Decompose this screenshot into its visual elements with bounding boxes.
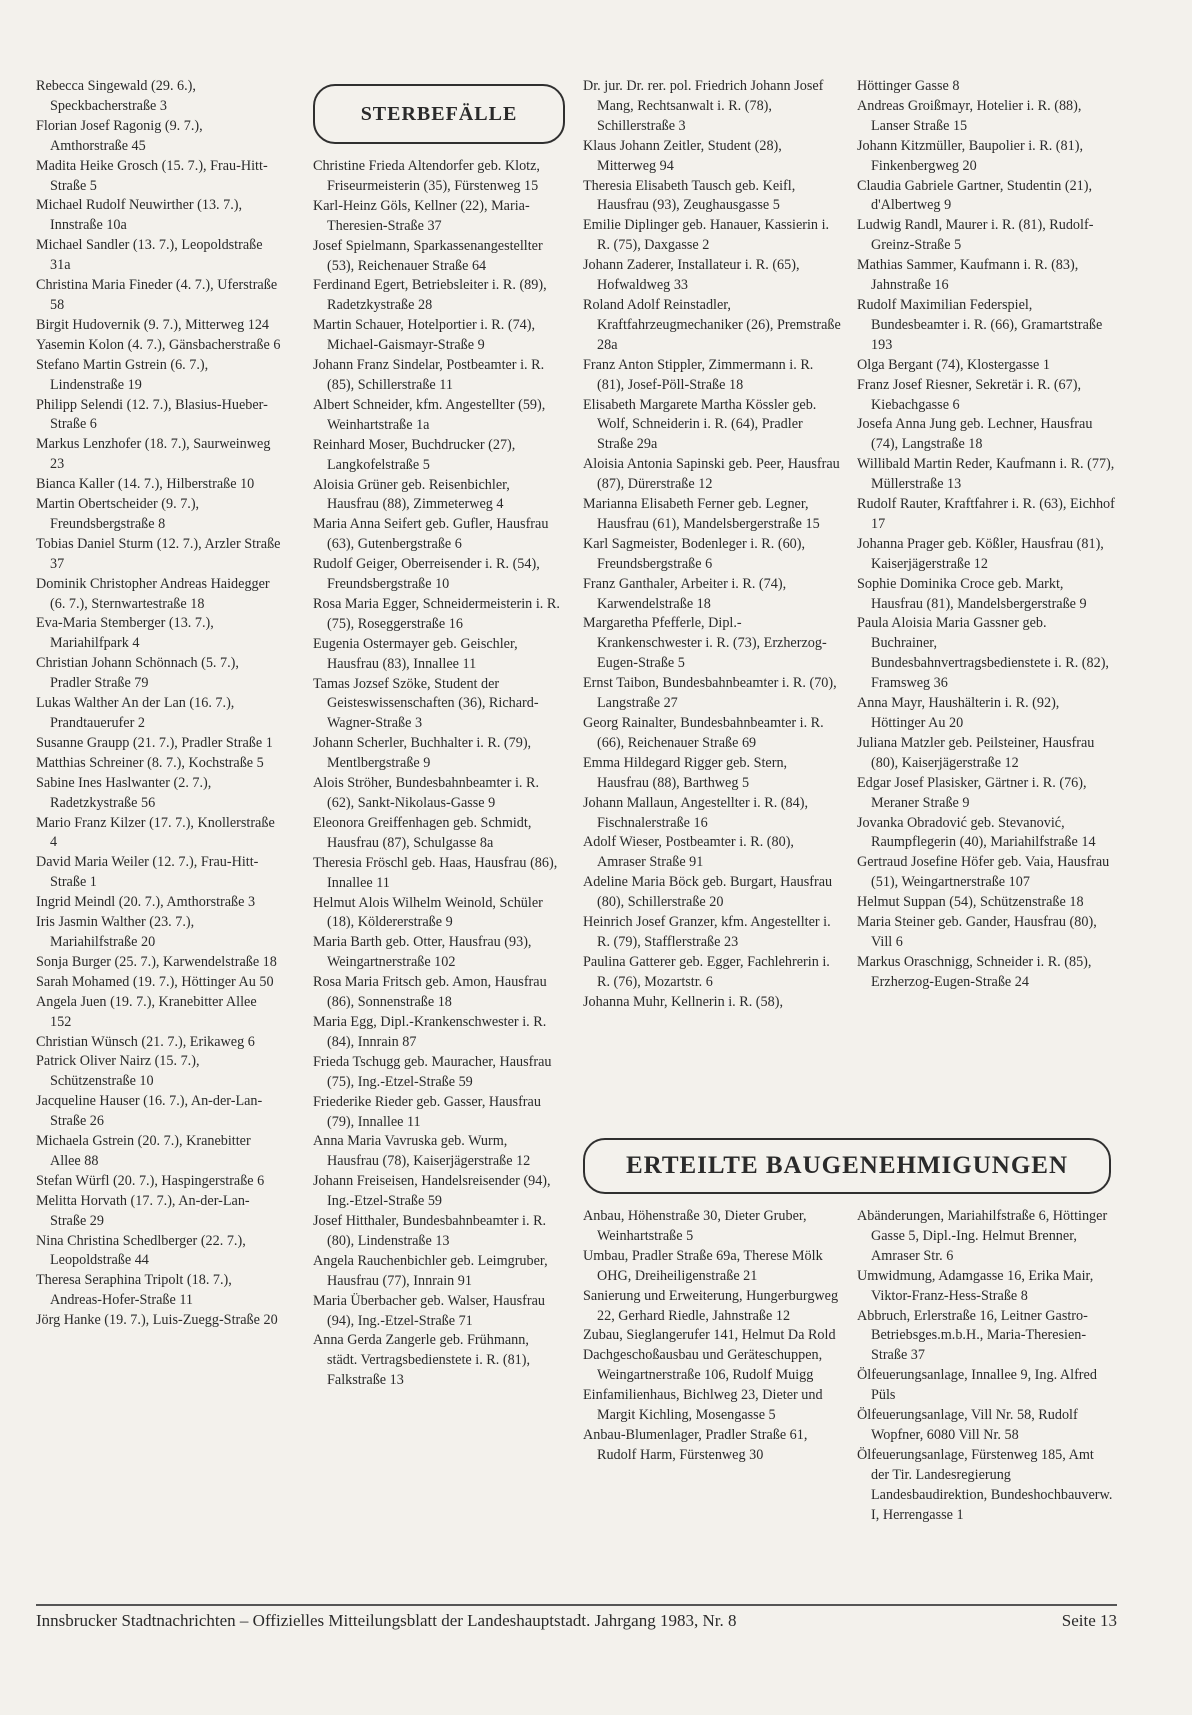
list-entry: Andreas Groißmayr, Hotelier i. R. (88), Lanser Straße 15 [857, 97, 1082, 134]
list-entry: Christian Wünsch (21. 7.), Erikaweg 6 [36, 1033, 255, 1050]
list-entry: Umwidmung, Adamgasse 16, Erika Mair, Viktor-Franz-Hess-Straße 8 [857, 1267, 1094, 1304]
list-entry: Matthias Schreiner (8. 7.), Kochstraße 5 [36, 754, 264, 771]
list-entry: Maria Steiner geb. Gander, Hausfrau (80), Vill 6 [857, 914, 1097, 950]
permits-heading [583, 1138, 1111, 1194]
list-entry: Anna Mayr, Haushälterin i. R. (92), Höttinger Au 20 [857, 695, 1060, 731]
list-entry: Theresa Seraphina Tripolt (18. 7.), Andreas-Hofer-Straße 11 [36, 1272, 232, 1309]
list-entry: Ferdinand Egert, Betriebsleiter i. R. (89), Radetzkystraße 28 [313, 277, 547, 314]
list-entry: Franz Anton Stippler, Zimmermann i. R. (81), Josef-Pöll-Straße 18 [583, 356, 814, 393]
list-entry: Klaus Johann Zeitler, Student (28), Mitterweg 94 [583, 137, 782, 174]
list-entry: Christian Johann Schönnach (5. 7.), Pradler Straße 79 [36, 655, 239, 692]
list-entry: Karl-Heinz Göls, Kellner (22), Maria-Theresien-Straße 37 [313, 197, 530, 234]
deaths-column-3 [857, 77, 1115, 993]
deaths-column-2 [583, 77, 841, 1013]
list-entry: Aloisia Grüner geb. Reisenbichler, Hausfrau (88), Zimmeterweg 4 [313, 476, 510, 513]
list-entry: Jovanka Obradović geb. Stevanović, Raumpflegerin (40), Mariahilfstraße 14 [857, 814, 1096, 851]
deaths-heading-text: STERBEFÄLLE [360, 102, 518, 125]
list-entry: Alois Ströher, Bundesbahnbeamter i. R. (62), Sankt-Nikolaus-Gasse 9 [313, 775, 540, 811]
list-entry: Angela Juen (19. 7.), Kranebitter Allee 152 [36, 993, 257, 1030]
list-entry: Eugenia Ostermayer geb. Geischler, Hausfrau (83), Innallee 11 [313, 635, 518, 672]
list-entry: Helmut Alois Wilhelm Weinold, Schüler (18), Köldererstraße 9 [313, 894, 543, 931]
list-entry: Josef Spielmann, Sparkassenangestellter (53), Reichenauer Straße 64 [313, 237, 543, 274]
list-entry: Juliana Matzler geb. Peilsteiner, Hausfrau (80), Kaiserjägerstraße 12 [857, 734, 1095, 771]
list-entry: Patrick Oliver Nairz (15. 7.), Schützenstraße 10 [36, 1053, 200, 1090]
list-entry: Anna Maria Vavruska geb. Wurm, Hausfrau (78), Kaiserjägerstraße 12 [313, 1133, 531, 1170]
list-entry: Angela Rauchenbichler geb. Leimgruber, Hausfrau (77), Innrain 91 [313, 1252, 548, 1289]
list-entry: Friederike Rieder geb. Gasser, Hausfrau (79), Innallee 11 [313, 1093, 541, 1130]
list-entry: Johann Zaderer, Installateur i. R. (65), Hofwaldweg 33 [583, 257, 800, 294]
list-entry: Sarah Mohamed (19. 7.), Höttinger Au 50 [36, 973, 274, 990]
list-entry: Johann Mallaun, Angestellter i. R. (84), Fischnalerstraße 16 [583, 794, 808, 831]
list-entry: Dominik Christopher Andreas Haidegger (6. 7.), Sternwartestraße 18 [36, 575, 270, 612]
list-entry: Nina Christina Schedlberger (22. 7.), Leopoldstraße 44 [36, 1232, 246, 1269]
list-entry: Johanna Prager geb. Kößler, Hausfrau (81), Kaiserjägerstraße 12 [857, 535, 1104, 572]
list-entry: Rudolf Rauter, Kraftfahrer i. R. (63), Eichhof 17 [857, 496, 1115, 532]
list-entry: Theresia Elisabeth Tausch geb. Keifl, Hausfrau (93), Zeughausgasse 5 [583, 177, 796, 214]
list-entry: Ölfeuerungsanlage, Fürstenweg 185, Amt der Tir. Landesregierung Landesbaudirektion, Bundeshochbauverw. I, Herrengasse 1 [857, 1446, 1113, 1523]
list-entry: Abänderungen, Mariahilfstraße 6, Höttinger Gasse 5, Dipl.-Ing. Helmut Brenner, Amraser Str. 6 [857, 1208, 1108, 1264]
list-entry: Reinhard Moser, Buchdrucker (27), Langkofelstraße 5 [313, 436, 516, 473]
list-entry: Ölfeuerungsanlage, Vill Nr. 58, Rudolf Wopfner, 6080 Vill Nr. 58 [857, 1407, 1078, 1443]
footer-rule [36, 1604, 1117, 1606]
list-entry: Anbau, Höhenstraße 30, Dieter Gruber, Weinhartstraße 5 [583, 1208, 807, 1244]
list-entry: Eva-Maria Stemberger (13. 7.), Mariahilfpark 4 [36, 615, 214, 652]
list-entry: Sabine Ines Haslwanter (2. 7.), Radetzkystraße 56 [36, 774, 212, 811]
list-entry: Stefan Würfl (20. 7.), Haspingerstraße 6 [36, 1172, 265, 1189]
list-entry: Jörg Hanke (19. 7.), Luis-Zuegg-Straße 20 [36, 1312, 278, 1329]
list-entry: Adolf Wieser, Postbeamter i. R. (80), Amraser Straße 91 [583, 834, 794, 871]
list-entry: Iris Jasmin Walther (23. 7.), Mariahilfstraße 20 [36, 914, 195, 950]
list-entry: Christina Maria Fineder (4. 7.), Uferstraße 58 [36, 277, 278, 313]
list-entry: Johann Scherler, Buchhalter i. R. (79), Mentlbergstraße 9 [313, 735, 532, 772]
list-entry: Roland Adolf Reinstadler, Kraftfahrzeugmechaniker (26), Premstraße 28a [583, 296, 841, 353]
list-entry: Jacqueline Hauser (16. 7.), An-der-Lan-Straße 26 [36, 1093, 263, 1130]
list-entry: Stefano Martin Gstrein (6. 7.), Lindenstraße 19 [36, 356, 209, 393]
list-entry: Eleonora Greiffenhagen geb. Schmidt, Hausfrau (87), Schulgasse 8a [313, 814, 532, 851]
list-entry: Markus Oraschnigg, Schneider i. R. (85), Erzherzog-Eugen-Straße 24 [857, 953, 1092, 990]
list-entry: Johann Franz Sindelar, Postbeamter i. R. (85), Schillerstraße 11 [313, 357, 545, 393]
list-entry: Dachgeschoßausbau und Geräteschuppen, Weingartnerstraße 106, Rudolf Muigg [583, 1347, 823, 1384]
list-entry: Michaela Gstrein (20. 7.), Kranebitter Allee 88 [36, 1133, 251, 1169]
list-entry: Margaretha Pfefferle, Dipl.-Krankenschwester i. R. (73), Erzherzog-Eugen-Straße 5 [583, 615, 827, 672]
list-entry: Josef Hitthaler, Bundesbahnbeamter i. R. (80), Lindenstraße 13 [313, 1213, 547, 1249]
list-entry: Martin Obertscheider (9. 7.), Freundsbergstraße 8 [36, 496, 200, 532]
list-entry: Ölfeuerungsanlage, Innallee 9, Ing. Alfred Püls [857, 1367, 1097, 1404]
list-entry: Bianca Kaller (14. 7.), Hilberstraße 10 [36, 476, 255, 493]
list-entry: Philipp Selendi (12. 7.), Blasius-Hueber-Straße 6 [36, 396, 268, 433]
list-entry: Sonja Burger (25. 7.), Karwendelstraße 18 [36, 953, 277, 970]
list-entry: Martin Schauer, Hotelportier i. R. (74), Michael-Gaismayr-Straße 9 [313, 317, 536, 354]
list-entry: Adeline Maria Böck geb. Burgart, Hausfrau (80), Schillerstraße 20 [583, 874, 833, 911]
list-entry: Umbau, Pradler Straße 69a, Therese Mölk OHG, Dreiheiligenstraße 21 [583, 1247, 823, 1284]
list-entry: Tobias Daniel Sturm (12. 7.), Arzler Straße 37 [36, 535, 281, 572]
list-entry: David Maria Weiler (12. 7.), Frau-Hitt-Straße 1 [36, 854, 259, 891]
list-entry: Sanierung und Erweiterung, Hungerburgweg 22, Gerhard Riedle, Jahnstraße 12 [583, 1287, 839, 1324]
list-entry: Willibald Martin Reder, Kaufmann i. R. (77), Müllerstraße 13 [857, 456, 1115, 493]
list-entry: Maria Egg, Dipl.-Krankenschwester i. R. (84), Innrain 87 [313, 1013, 547, 1050]
list-entry: Tamas Jozsef Szöke, Student der Geisteswissenschaften (36), Richard-Wagner-Straße 3 [313, 675, 539, 732]
list-entry: Paula Aloisia Maria Gassner geb. Buchrainer, Bundesbahnvertragsbedienstete i. R. (82), Framsweg 36 [857, 615, 1109, 692]
list-entry: Theresia Fröschl geb. Haas, Hausfrau (86), Innallee 11 [313, 854, 558, 891]
list-entry: Rudolf Geiger, Oberreisender i. R. (54), Freundsbergstraße 10 [313, 556, 540, 593]
list-entry: Markus Lenzhofer (18. 7.), Saurweinweg 23 [36, 436, 271, 473]
list-entry: Abbruch, Erlerstraße 16, Leitner Gastro-Betriebsges.m.b.H., Maria-Theresien-Straße 37 [857, 1307, 1088, 1364]
list-entry: Franz Ganthaler, Arbeiter i. R. (74), Karwendelstraße 18 [583, 575, 787, 612]
list-entry: Helmut Suppan (54), Schützenstraße 18 [857, 894, 1084, 911]
list-entry: Gertraud Josefine Höfer geb. Vaia, Hausfrau (51), Weingartnerstraße 107 [857, 854, 1110, 891]
list-entry: Johanna Muhr, Kellnerin i. R. (58), [583, 993, 783, 1010]
list-entry: Anbau-Blumenlager, Pradler Straße 61, Rudolf Harm, Fürstenweg 30 [583, 1426, 808, 1463]
deaths-column-1 [313, 157, 561, 1391]
list-entry: Frieda Tschugg geb. Mauracher, Hausfrau (75), Ing.-Etzel-Straße 59 [313, 1053, 552, 1090]
list-entry: Marianna Elisabeth Ferner geb. Legner, Hausfrau (61), Mandelsbergerstraße 15 [583, 496, 820, 532]
list-entry: Edgar Josef Plasisker, Gärtner i. R. (76), Meraner Straße 9 [857, 774, 1087, 811]
list-entry: Rudolf Maximilian Federspiel, Bundesbeamter i. R. (66), Gramartstraße 193 [857, 296, 1103, 353]
list-entry: Johann Freiseisen, Handelsreisender (94), Ing.-Etzel-Straße 59 [313, 1173, 551, 1210]
list-entry: Paulina Gatterer geb. Egger, Fachlehrerin i. R. (76), Mozartstr. 6 [583, 953, 830, 990]
list-entry: Josefa Anna Jung geb. Lechner, Hausfrau (74), Langstraße 18 [857, 416, 1093, 453]
list-entry: Madita Heike Grosch (15. 7.), Frau-Hitt-Straße 5 [36, 157, 268, 194]
list-entry: Emilie Diplinger geb. Hanauer, Kassierin i. R. (75), Daxgasse 2 [583, 217, 830, 254]
list-entry: Ingrid Meindl (20. 7.), Amthorstraße 3 [36, 894, 256, 911]
list-entry: Maria Überbacher geb. Walser, Hausfrau (94), Ing.-Etzel-Straße 71 [313, 1292, 546, 1329]
list-entry: Heinrich Josef Granzer, kfm. Angestellter i. R. (79), Stafflerstraße 23 [583, 914, 831, 950]
list-entry: Sophie Dominika Croce geb. Markt, Hausfrau (81), Mandelsbergerstraße 9 [857, 575, 1087, 612]
list-entry: Zubau, Sieglangerufer 141, Helmut Da Rold [583, 1327, 836, 1344]
list-entry: Michael Sandler (13. 7.), Leopoldstraße 31a [36, 237, 263, 274]
list-entry: Rosa Maria Egger, Schneidermeisterin i. R. (75), Roseggerstraße 16 [313, 595, 560, 632]
list-entry: Lukas Walther An der Lan (16. 7.), Prandtauerufer 2 [36, 695, 235, 731]
list-entry: Höttinger Gasse 8 [857, 78, 960, 94]
list-entry: Karl Sagmeister, Bodenleger i. R. (60), Freundsbergstraße 6 [583, 535, 806, 572]
list-entry: Claudia Gabriele Gartner, Studentin (21), d'Albertweg 9 [857, 177, 1093, 214]
list-entry: Mario Franz Kilzer (17. 7.), Knollerstraße 4 [36, 814, 275, 851]
list-entry: Emma Hildegard Rigger geb. Stern, Hausfrau (88), Barthweg 5 [583, 754, 788, 791]
footer-publication: Innsbrucker Stadtnachrichten – Offizielles Mitteilungsblatt der Landeshauptstadt. Jahrgang 1983, Nr. 8 [36, 1611, 737, 1630]
list-entry: Florian Josef Ragonig (9. 7.), Amthorstraße 45 [36, 117, 203, 154]
list-entry: Christine Frieda Altendorfer geb. Klotz, Friseurmeisterin (35), Fürstenweg 15 [313, 158, 540, 194]
list-entry: Georg Rainalter, Bundesbahnbeamter i. R. (66), Reichenauer Straße 69 [583, 715, 824, 751]
list-entry: Johann Kitzmüller, Baupolier i. R. (81), Finkenbergweg 20 [857, 137, 1083, 174]
list-entry: Aloisia Antonia Sapinski geb. Peer, Hausfrau (87), Dürerstraße 12 [583, 456, 840, 493]
list-entry: Ludwig Randl, Maurer i. R. (81), Rudolf-Greinz-Straße 5 [857, 217, 1094, 254]
permits-column-right [857, 1207, 1115, 1526]
list-entry: Dr. jur. Dr. rer. pol. Friedrich Johann Josef Mang, Rechtsanwalt i. R. (78), Schillerstraße 3 [583, 78, 824, 134]
list-entry: Rebecca Singewald (29. 6.), Speckbacherstraße 3 [36, 78, 196, 114]
deaths-heading [313, 84, 565, 144]
list-entry: Anna Gerda Zangerle geb. Frühmann, städt. Vertragsbedienstete i. R. (81), Falkstraße 13 [313, 1332, 531, 1389]
list-entry: Einfamilienhaus, Bichlweg 23, Dieter und Margit Kichling, Mosengasse 5 [583, 1387, 823, 1424]
list-entry: Yasemin Kolon (4. 7.), Gänsbacherstraße 6 [36, 336, 281, 353]
page-number: Seite 13 [1061, 1611, 1117, 1630]
list-entry: Olga Bergant (74), Klostergasse 1 [857, 356, 1050, 373]
permits-column-left [583, 1207, 841, 1466]
list-entry: Melitta Horvath (17. 7.), An-der-Lan-Straße 29 [36, 1192, 250, 1229]
list-entry: Susanne Graupp (21. 7.), Pradler Straße 1 [36, 734, 273, 751]
page-footer [36, 1611, 1117, 1631]
list-entry: Franz Josef Riesner, Sekretär i. R. (67), Kiebachgasse 6 [857, 376, 1082, 413]
list-entry: Mathias Sammer, Kaufmann i. R. (83), Jahnstraße 16 [857, 257, 1079, 294]
list-entry: Maria Anna Seifert geb. Gufler, Hausfrau (63), Gutenbergstraße 6 [313, 516, 549, 553]
list-entry: Michael Rudolf Neuwirther (13. 7.), Innstraße 10a [36, 197, 243, 234]
list-entry: Elisabeth Margarete Martha Kössler geb. Wolf, Schneiderin i. R. (64), Pradler Straße 29a [583, 396, 817, 453]
list-entry: Ernst Taibon, Bundesbahnbeamter i. R. (70), Langstraße 27 [583, 675, 837, 712]
list-entry: Birgit Hudovernik (9. 7.), Mitterweg 124 [36, 316, 270, 333]
list-entry: Maria Barth geb. Otter, Hausfrau (93), Weingartnerstraße 102 [313, 934, 532, 971]
permits-heading-text: ERTEILTE BAUGENEHMIGUNGEN [625, 1152, 1069, 1179]
list-entry: Rosa Maria Fritsch geb. Amon, Hausfrau (86), Sonnenstraße 18 [313, 974, 547, 1011]
list-entry: Albert Schneider, kfm. Angestellter (59), Weinhartstraße 1a [313, 396, 546, 433]
births-column [36, 77, 281, 1331]
